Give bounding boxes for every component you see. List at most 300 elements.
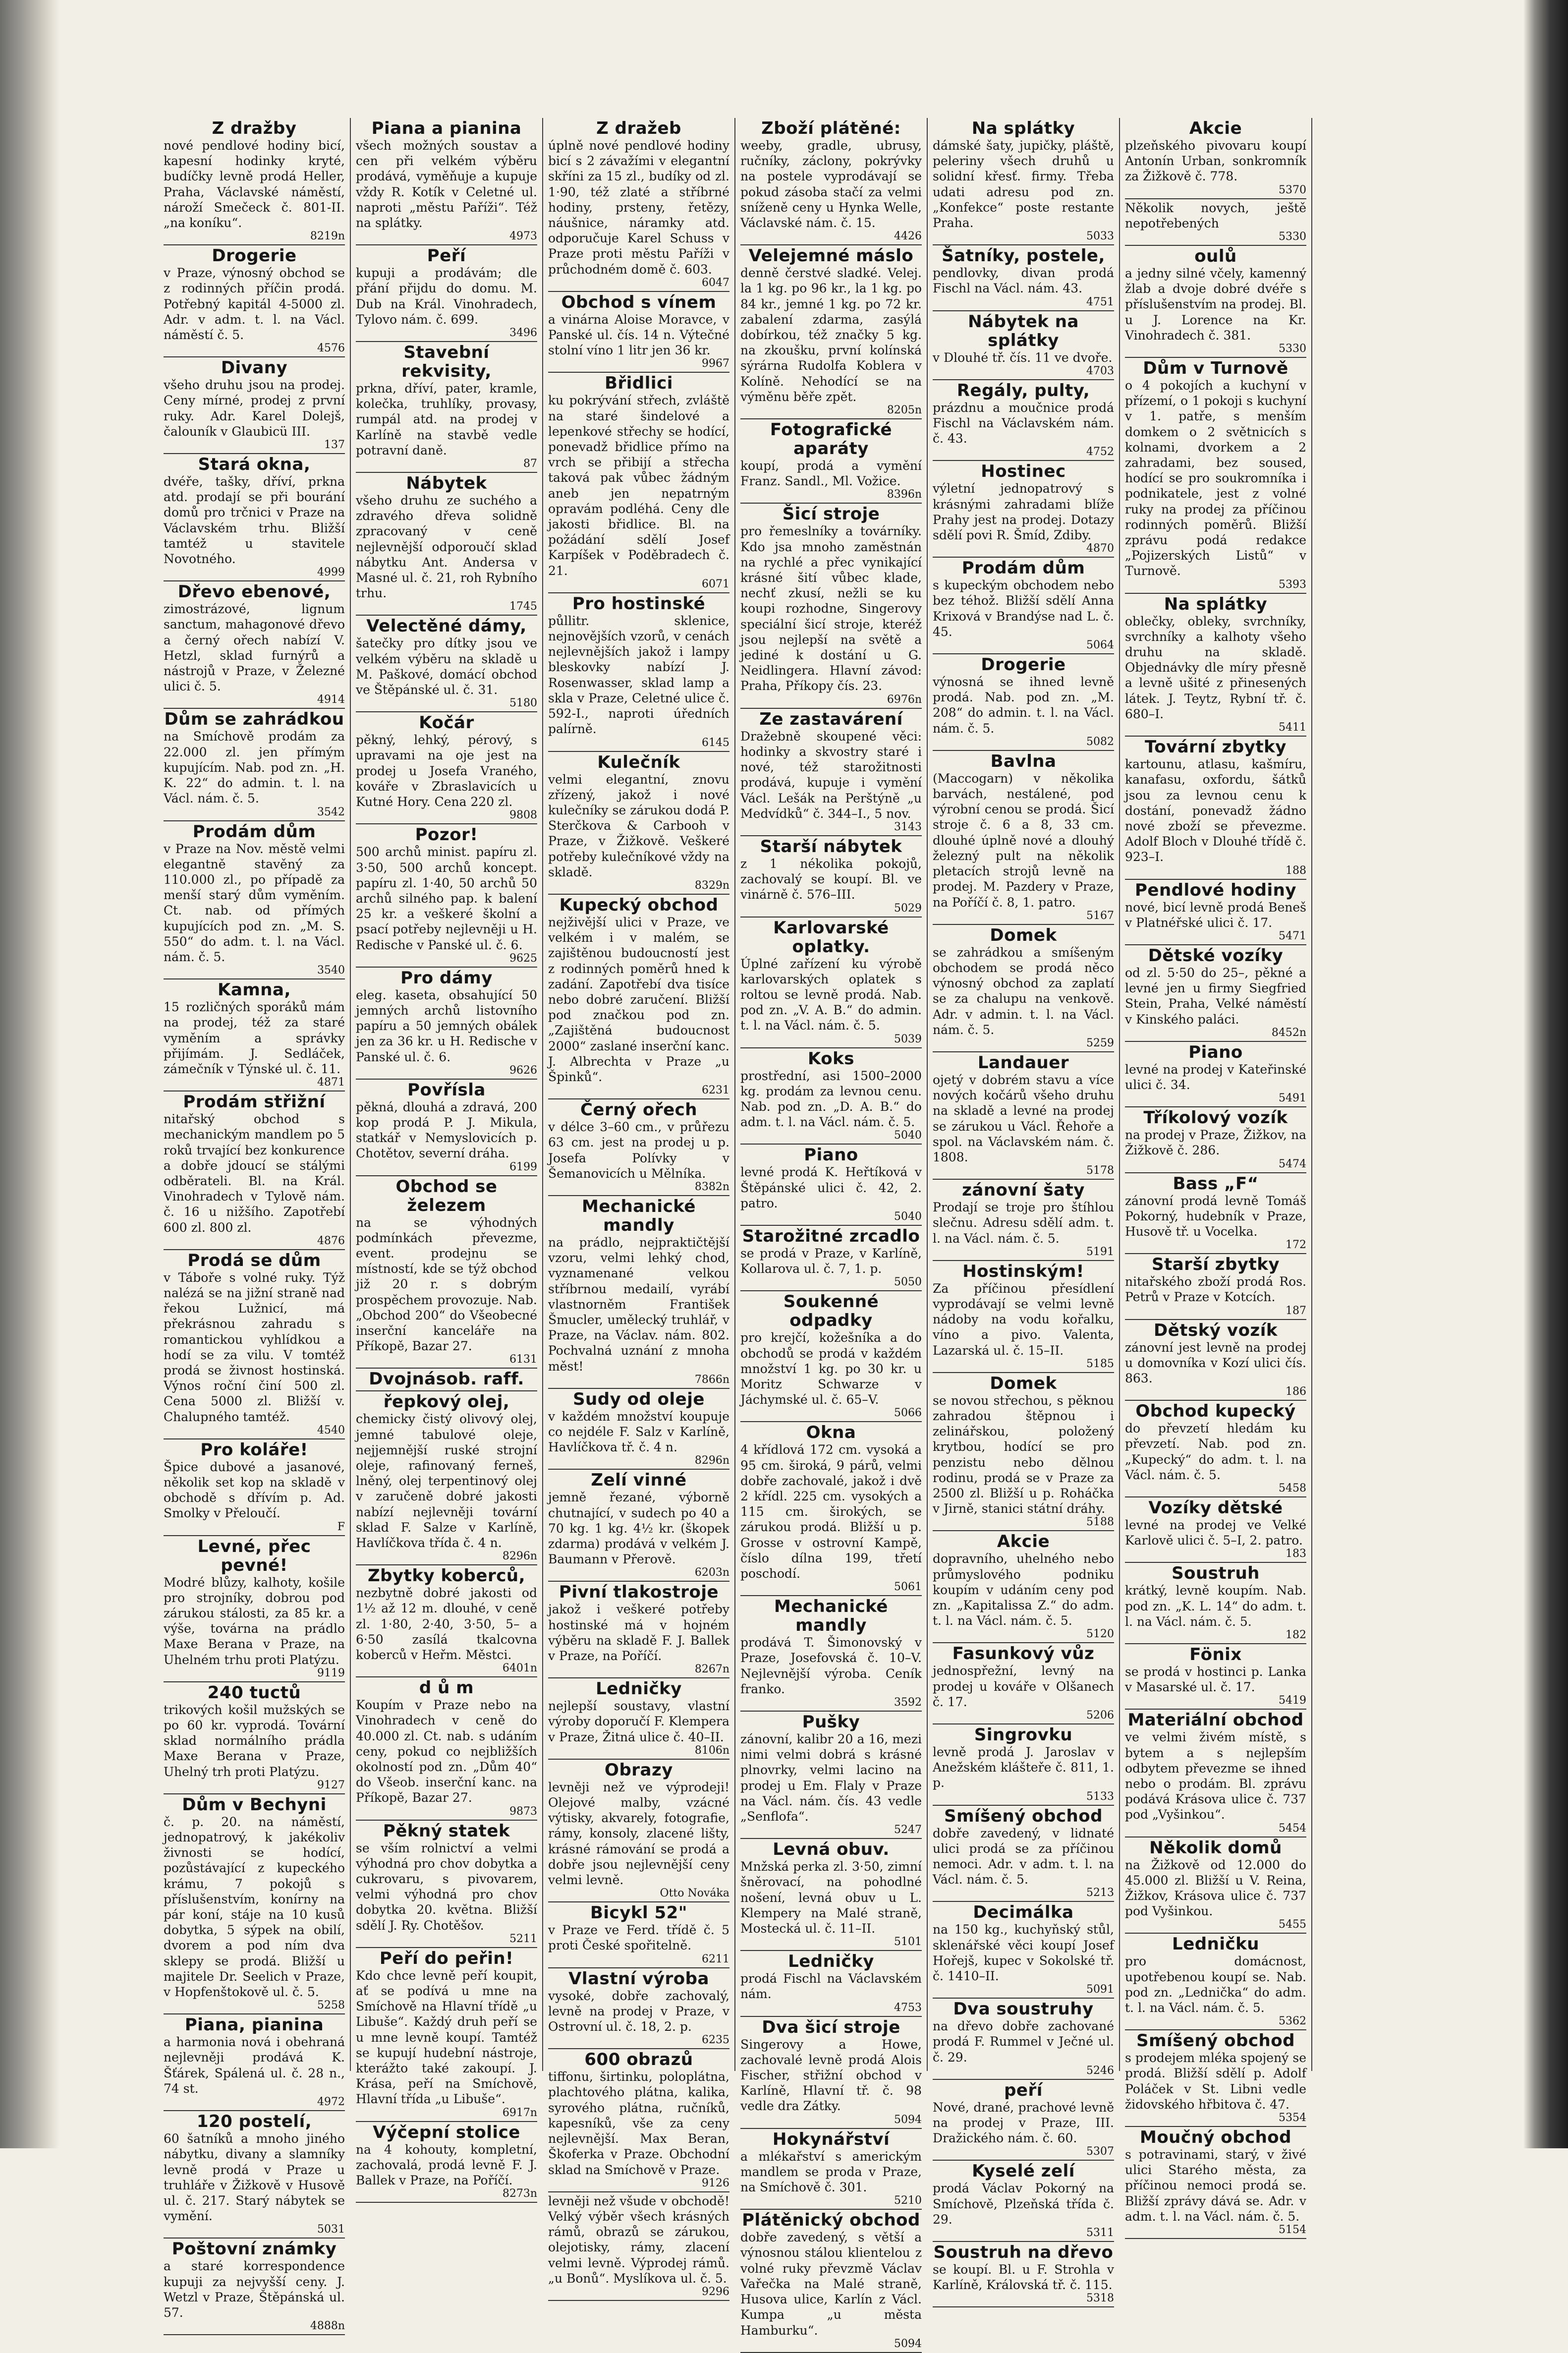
ad-body: v Praze, výnosný obchod se z rodinných příčin prodá. Potřebný kapitál 4-5000 zl. Adr. v adm. t. l. na Václ. náměstí č. 5. bbox=[164, 266, 345, 343]
ad-number: 9127 bbox=[317, 1779, 345, 1791]
ad-body: 60 šatníků a mnoho jiného nábytku, divany a slamníky levně prodá v Praze u truhláře v Žižkově v Husově ul. č. 217. Starý nábytek se vymění. bbox=[164, 2131, 345, 2224]
ad-body: všeho druhu jsou na prodej. Ceny mírné, prodej z první ruky. Adr. Karel Dolejš, čalouník v Glaubicü III. bbox=[164, 378, 345, 439]
classified-ad bbox=[740, 419, 922, 504]
ad-body: v Táboře s volné ruky. Týž nalézá se na jižní straně nad řekou Lužnicí, má překrásnou zahradu s romantickou vyhlídkou a hodí se za vilu. V tomtéž prodá se živnost hostinská. Výnos roční činí 500 zl. Cena 5000 zl. Bližší v. Chalupného tamtéž. bbox=[164, 1270, 345, 1424]
ad-number: 4426 bbox=[894, 230, 922, 243]
ad-heading: Šatníky, postele, bbox=[942, 246, 1105, 266]
classified-ad bbox=[933, 461, 1114, 558]
ad-number: 6047 bbox=[702, 276, 729, 289]
classified-ad bbox=[356, 2122, 537, 2203]
ad-heading: Fotografické aparáty bbox=[770, 420, 893, 459]
ad-heading: Drogerie bbox=[212, 246, 297, 266]
ad-number: 4914 bbox=[317, 693, 345, 706]
ad-number: 6131 bbox=[509, 1353, 537, 1366]
classified-ad bbox=[548, 1678, 729, 1760]
ad-heading: Pušky bbox=[802, 1712, 860, 1732]
classified-ad bbox=[164, 1439, 345, 1536]
ad-heading: Pro koláře! bbox=[200, 1439, 308, 1460]
ad-body: levněji než ve výprodeji! Olejové malby, vzácné výtisky, akvarely, fotografie, rámy, konsoly, zlacené lišty, krásné rámování se prodá a dobře jsou nejlevnější ceny velmi levně. bbox=[548, 1779, 729, 1888]
ad-number: 5471 bbox=[1279, 929, 1306, 942]
classified-ad bbox=[356, 1176, 537, 1369]
ad-body: chemicky čistý olivový olej, jemné tabulové oleje, nejjemnější ruské strojní oleje, rafinovaný ferneš, lněný, olej terpentinový olej v zaručeně dobré jakosti nabízí nejlevněji tovární sklad F. Salze v Karlíně, Havlíčkova třída č. 4 n. bbox=[356, 1412, 537, 1550]
ad-heading: 600 obrazů bbox=[584, 2050, 693, 2070]
ad-number: 5362 bbox=[1279, 2015, 1306, 2028]
classified-columns bbox=[159, 118, 1505, 2350]
ad-number: 5206 bbox=[1086, 1709, 1114, 1722]
classified-ad bbox=[548, 593, 729, 752]
ad-body: na Smíchově prodám za 22.000 zl. jen přímým kupujícím. Nab. pod zn. „H. K. 22“ do admin. t. l. na Václ. nám. č. 5. bbox=[164, 729, 345, 806]
classified-ad bbox=[740, 836, 922, 918]
classified-ad bbox=[1125, 1401, 1306, 1497]
classified-ad bbox=[356, 473, 537, 616]
ad-number: 8219n bbox=[310, 230, 345, 243]
classified-ad bbox=[548, 1099, 729, 1196]
ad-heading: Ze zastavárení bbox=[759, 709, 903, 729]
classified-ad bbox=[356, 616, 537, 712]
ad-number: 5029 bbox=[894, 902, 922, 915]
classified-ad bbox=[1125, 2127, 1306, 2239]
ad-body: výletní jednopatrový s krásnými zahradami blíže Prahy jest na prodej. Dotazy sdělí povi R. Šmíd, Zdiby. bbox=[933, 481, 1114, 543]
ad-number: 9625 bbox=[509, 952, 537, 965]
ad-body: Několik novych, ještě nepotřebených bbox=[1125, 200, 1306, 230]
classified-ad bbox=[933, 1643, 1114, 1724]
ad-body: v Praze na Nov. městě velmi elegantně stavěný za 110.000 zl., po případě za menší starý dům vyměním. Ct. nab. od přímých kupujících pod zn. „M. S. 550“ do adm. t. l. na Václ. nám. č. 5. bbox=[164, 841, 345, 964]
ad-body: v Praze ve Ferd. třídě č. 5 proti České spořitelně. bbox=[548, 1923, 729, 1953]
ad-body: trikových košil mužských se po 60 kr. vyprodá. Tovární sklad normálního prádla Maxe Berana v Praze, Uhelný trh proti Platýzu. bbox=[164, 1702, 345, 1779]
ad-heading: Zelí vinné bbox=[591, 1470, 687, 1491]
scan-shadow-right bbox=[1523, 0, 1568, 2148]
ad-heading: Dům se zahrádkou bbox=[164, 709, 344, 730]
ad-body: dobře zavedený, s větší a výnosnou stálou klientelou z volné ruky převzmě Václav Vařečka na Malé straně, Husova ulice, Karlín z Václ. Kumpa „u města Hamburku“. bbox=[740, 2230, 922, 2338]
ad-body: se koupí. Bl. u F. Strohla v Karlíně, Královská tř. č. 115. bbox=[933, 2262, 1114, 2293]
ad-heading: Vlastní výroba bbox=[568, 1968, 709, 1989]
ad-body: s prodejem mléka spojený se prodá. Bližší sdělí p. Adolf Poláček v St. Libni vedle židovského hřbitova č. 47. bbox=[1125, 2051, 1306, 2112]
classified-ad bbox=[740, 1048, 922, 1145]
classified-ad bbox=[1125, 358, 1306, 594]
ad-heading: Z dražby bbox=[212, 118, 297, 138]
ad-number: 4972 bbox=[317, 2096, 345, 2109]
ad-number: 5178 bbox=[1086, 1164, 1114, 1177]
ad-body: prodá Fischl na Václavském nám. bbox=[740, 1971, 922, 2002]
ad-heading: Na splátky bbox=[1164, 594, 1268, 614]
ad-number: 6976n bbox=[887, 693, 922, 706]
ad-number: 9873 bbox=[509, 1805, 537, 1818]
ad-body: všech možných soustav a cen při velkém výběru prodává, vyměňuje a kupuje vždy R. Kotík v Celetné ul. naproti „městu Paříži“. Též na splátky. bbox=[356, 138, 537, 230]
ad-body: na prádlo, nejpraktičtější vzoru, velmi lehký chod, vyznamenané velkou stříbrnou medailí, vyrábí vlastnorněm František Šmucler, umělecký truhlář, v Praze, na Václav. nám. 802. Pochvalná uznání z mnoha měst! bbox=[548, 1235, 729, 1374]
classified-ad bbox=[1125, 1173, 1306, 1255]
classified-ad bbox=[933, 1724, 1114, 1806]
classified-ad bbox=[356, 1677, 537, 1820]
ad-body: a staré korrespondence kupuji za nejvyšší ceny. J. Wetzl v Praze, Štěpánská ul. 57. bbox=[164, 2259, 345, 2320]
ad-body: levné na prodej ve Velké Karlově ulici č. 5–I, 2. patro. bbox=[1125, 1517, 1306, 1548]
ad-body: a mlékařství s americkým mandlem se proda v Praze, na Smíchově č. 301. bbox=[740, 2149, 922, 2195]
ad-heading: Obchod se železem bbox=[395, 1176, 498, 1215]
classified-ad bbox=[1125, 737, 1306, 879]
ad-number: 186 bbox=[1286, 1385, 1306, 1398]
classified-ad bbox=[933, 1806, 1114, 1902]
ad-heading: Pozor! bbox=[415, 825, 478, 845]
ad-heading: Moučný obchod bbox=[1139, 2127, 1291, 2148]
ad-number: 5454 bbox=[1279, 1822, 1306, 1835]
ad-number: 1745 bbox=[509, 600, 537, 613]
ad-body: v Dlouhé tř. čís. 11 ve dvoře. bbox=[933, 350, 1113, 365]
ad-body: nové, bicí levně prodá Beneš v Platnéřské ulici č. 17. bbox=[1125, 900, 1306, 930]
ad-heading: Obrazy bbox=[605, 1760, 673, 1780]
ad-body: nejlepší soustavy, vlastní výroby doporučí F. Klempera v Praze, Žitná ulice č. 40–II. bbox=[548, 1699, 729, 1744]
ad-number: 5474 bbox=[1279, 1157, 1306, 1170]
ad-number: 4540 bbox=[317, 1424, 345, 1436]
ad-body: dobře zavedený, v lidnaté ulici prodá se za příčinou nemoci. Adr. v adm. t. l. na Václ. nám. č. 5. bbox=[933, 1826, 1114, 1887]
classified-ad bbox=[164, 1091, 345, 1250]
classified-ad bbox=[164, 245, 345, 357]
ad-number: 6071 bbox=[702, 577, 729, 590]
classified-ad bbox=[740, 1712, 922, 1839]
ad-heading: Hostinec bbox=[981, 461, 1066, 482]
ad-number: 4876 bbox=[317, 1234, 345, 1247]
ad-heading: Bavlna bbox=[990, 751, 1057, 771]
classified-ad bbox=[164, 2238, 345, 2335]
ad-heading: Fönix bbox=[1189, 1645, 1242, 1664]
classified-ad bbox=[548, 118, 729, 292]
classified-ad bbox=[164, 1536, 345, 1682]
ad-number: 5154 bbox=[1279, 2224, 1306, 2237]
ad-heading: Zbytky koberců, bbox=[367, 1566, 525, 1586]
ad-body: tiffonu, širtinku, poloplátna, plachtového plátna, kalika, syrového plátna, ručníků, kapesníků, vše za ceny nejlevnější. Max Beran, Škoferka v Praze. Obchodní sklad na Smíchově v Praze. bbox=[548, 2069, 729, 2177]
classified-ad bbox=[1125, 594, 1306, 737]
ad-body: prostřední, asi 1500–2000 kg. prodám za levnou cenu. Nab. pod zn. „D. A. B.“ do adm. t. l. na Václ. nám. č. 5. bbox=[740, 1068, 922, 1130]
classified-ad bbox=[548, 1760, 729, 1902]
ad-number: 3540 bbox=[317, 964, 345, 977]
ad-body: na 4 kohouty, kompletní, zachovalá, prodá levně F. J. Ballek v Praze, na Poříčí. bbox=[356, 2142, 537, 2188]
ad-number: 6917n bbox=[502, 2106, 537, 2119]
ad-body: eleg. kaseta, obsahující 50 jemných archů listovního papíru a 50 jemných obálek jen za 36 kr. u H. Redische v Panské ul. č. 6. bbox=[356, 987, 537, 1064]
ad-body: se vším rolnictví a velmi výhodná pro chov dobytka a cukrovaru, s pivovarem, velmi výhodná pro chov dobytka 20. května. Bližší sdělí J. Ry. Chotěšov. bbox=[356, 1840, 537, 1933]
ad-body: pendlovky, divan prodá Fischl na Václ. nám. 43. bbox=[933, 266, 1114, 296]
ad-heading: Soustruh na dřevo bbox=[933, 2242, 1114, 2263]
ad-heading: Vozíky dětské bbox=[1148, 1497, 1283, 1518]
ad-body: Nové, drané, prachové levně na prodej v Praze, III. Dražického nám. č. 60. bbox=[933, 2100, 1114, 2146]
ad-number: 8106n bbox=[694, 1744, 729, 1757]
ad-heading: Bass „F“ bbox=[1173, 1173, 1259, 1194]
classified-ad bbox=[740, 1291, 922, 1422]
classified-ad bbox=[740, 709, 922, 836]
ad-body: (Maccogarn) v několika barvách, nestálené, pod výrobní cenou se prodá. Šicí stroje č. 6 a 8, 33 cm. dlouhé úplně nové a dlouhý železný pult na několik pletacích strojů levně na prodej. M. Pazdery v Praze, na Poříčí č. 8, 1. patro. bbox=[933, 771, 1114, 910]
ad-body: ku pokrývání střech, zvláště na staré šindelové a lepenkové střechy se hodící, ponevadž břidlice přímo na vrch se přibijí a střecha taková pak vůbec žádným aneb jen nepatrným opravám podléhá. Ceny dle jakosti břidlice. Bl. na požádání sdělí Josef Karpíšek v Poděbradech č. 21. bbox=[548, 393, 729, 578]
classified-ad bbox=[356, 1948, 537, 2122]
ad-body: zánovní prodá levně Tomáš Pokorný, hudebník v Praze, Husově tř. u Vocelka. bbox=[1125, 1193, 1306, 1239]
ad-heading: Nábytek na splátky bbox=[968, 311, 1079, 350]
ad-number: 5258 bbox=[317, 1999, 345, 2012]
ad-heading: Z dražeb bbox=[596, 118, 681, 138]
ad-heading: Smíšený obchod bbox=[1136, 2031, 1295, 2051]
ad-body: levné na prodej v Kateřinské ulici č. 34. bbox=[1125, 1062, 1306, 1092]
ad-heading: Starší zbytky bbox=[1152, 1255, 1280, 1275]
ad-number: 172 bbox=[1286, 1239, 1306, 1252]
ad-heading: Pro dámy bbox=[400, 968, 493, 988]
ad-body: Dražebně skoupené věci: hodinky a skvostry staré i nové, též starožitnosti prodává, kupuje i vymění Václ. Lešák na Perštýně „u Medvídků“ č. 344–I., 5 nov. bbox=[740, 729, 922, 821]
ad-number: 5393 bbox=[1279, 578, 1306, 591]
ad-heading: Výčepní stolice bbox=[373, 2122, 520, 2142]
ad-number: 8382n bbox=[694, 1180, 729, 1193]
ad-heading: Stavební rekvisity, bbox=[401, 343, 492, 382]
classified-ad bbox=[740, 1145, 922, 1226]
column-6 bbox=[1120, 118, 1312, 2237]
ad-heading: Břidlici bbox=[605, 373, 673, 394]
ad-number: 5419 bbox=[1279, 1694, 1306, 1707]
ad-body: nitařský obchod s mechanickým mandlem po 5 roků trvající bez konkurence a dobře jdoucí se stálými odběrateli. Bl. na Král. Vinohradech v Tylově nám. č. 16 u nižšího. Zapotřebí 600 zl. 800 zl. bbox=[164, 1112, 345, 1235]
ad-number: 6145 bbox=[702, 736, 729, 749]
classified-ad bbox=[356, 245, 537, 342]
ad-number: 188 bbox=[1286, 864, 1306, 877]
ad-heading: Mechanické mandly bbox=[582, 1196, 696, 1235]
ad-heading: řepkový olej, bbox=[383, 1392, 510, 1412]
ad-heading: Dětské vozíky bbox=[1148, 945, 1284, 966]
ad-body: na dřevo dobře zachované prodá F. Rummel v Ječné ul. č. 29. bbox=[933, 2019, 1114, 2065]
classified-ad bbox=[356, 1565, 537, 1677]
classified-ad bbox=[164, 118, 345, 245]
ad-heading: Šicí stroje bbox=[782, 504, 880, 524]
ad-number: 5210 bbox=[894, 2194, 922, 2207]
classified-ad bbox=[1125, 1934, 1306, 2030]
ad-body: Za příčinou přesídlení vyprodávají se velmi levně nádoby na vodu kořalku, víno a pivo. Valenta, Lazarská ul. č. 15–II. bbox=[933, 1281, 1114, 1358]
column-1 bbox=[159, 118, 351, 2333]
classified-ad bbox=[933, 1373, 1114, 1532]
ad-body: jakož i veškeré potřeby hostinské má v hojném výběru na skladě F. J. Ballek v Praze, na Poříčí. bbox=[548, 1602, 729, 1664]
ad-number: 5188 bbox=[1086, 1516, 1114, 1529]
ad-body: pro krejčí, kožešníka a do obchodů se prodá v každém množství 1 kg. po 30 kr. u Moritz Schwarze v Jáchymské ul. č. 65–V. bbox=[740, 1330, 922, 1407]
ad-number: 5307 bbox=[1086, 2145, 1114, 2158]
classified-ad bbox=[356, 1391, 537, 1565]
classified-ad bbox=[548, 752, 729, 895]
classified-ad bbox=[548, 373, 729, 593]
ad-number: 4870 bbox=[1086, 542, 1114, 555]
ad-number: 5259 bbox=[1086, 1036, 1114, 1049]
ad-heading: Pro hostinské bbox=[572, 593, 706, 614]
classified-ad bbox=[164, 2111, 345, 2238]
classified-ad bbox=[164, 454, 345, 581]
classified-ad bbox=[740, 245, 922, 419]
classified-ad bbox=[548, 1470, 729, 1582]
ad-heading: Mechanické mandly bbox=[774, 1597, 888, 1636]
classified-ad bbox=[164, 1250, 345, 1439]
ad-number: 6231 bbox=[702, 1084, 729, 1097]
ad-heading: Pivní tlakostroje bbox=[559, 1582, 719, 1603]
ad-number: 8452n bbox=[1271, 1026, 1306, 1039]
ad-body: Mnžská perka zl. 3·50, zimní šněrovací, na pohodlné nošení, levná obuv u L. Klempery na Malé straně, Mostecká ul. č. 11–II. bbox=[740, 1859, 922, 1936]
ad-number: 9296 bbox=[702, 2285, 729, 2298]
ad-body: se prodá v Praze, v Karlíně, Kollarova ul. č. 7, 1. p. bbox=[740, 1246, 922, 1276]
ad-heading: Fasunkový vůz bbox=[952, 1644, 1095, 1664]
classified-ad bbox=[740, 1596, 922, 1712]
classified-ad bbox=[1125, 1710, 1306, 1837]
ad-body: denně čerstvé sladké. Velej. la 1 kg. po 96 kr., la 1 kg. po 84 kr., jemné 1 kg. po 72 kr. zabalení zdarma, zasýlá dobírkou, též značky 5 kg. na zkoušku, první kolínská sýrárna Rudolfa Koblera v Kolíně. Nehodící se na výměnu běře zpět. bbox=[740, 266, 922, 404]
ad-number: 5039 bbox=[894, 1033, 922, 1045]
ad-heading: Ledničky bbox=[596, 1679, 682, 1699]
classified-ad bbox=[164, 581, 345, 709]
ad-heading: Kočár bbox=[419, 713, 474, 733]
classified-ad bbox=[356, 824, 537, 967]
ad-number: 5330 bbox=[1279, 230, 1306, 243]
ad-heading: Stará okna, bbox=[198, 455, 311, 475]
ad-number: 4888n bbox=[310, 2320, 345, 2333]
ad-body: na 150 kg., kuchyňský stůl, sklenářské věci koupí Josef Hořejš, kupec v Sokolské tř. č. 1410–II. bbox=[933, 1922, 1114, 1984]
ad-body: nové pendlové hodiny bicí, kapesní hodinky kryté, budíčky levně prodá Heller, Praha, Václavské náměstí, nároží Smečeck č. 801-II. „na koníku“. bbox=[164, 138, 345, 230]
classified-ad bbox=[164, 2014, 345, 2111]
ad-body: č. p. 20. na náměstí, jednopatrový, k jakékoliv živnosti se hodící, pozůstávající z kupeckého krámu, 7 pokojů s příslušenstvím, konírny na pár koní, stáje na 10 kusů dobytka, 5 sýpek na obilí, dvorem a pod ním dva sklepy se prodá. Bližší u majitele Dr. Seelich v Praze, v Hopfenštokově ul. č. 5. bbox=[164, 1814, 345, 2000]
classified-ad bbox=[933, 380, 1114, 461]
classified-ad bbox=[740, 1422, 922, 1596]
ad-number: 6235 bbox=[702, 2034, 729, 2047]
ad-heading: Velejemné máslo bbox=[748, 246, 914, 266]
ad-number: 4973 bbox=[509, 230, 537, 243]
ad-body: Singerovy a Howe, zachovalé levně prodá Alois Fischer, střižní obchod v Karlíně, Hlavní tř. č. 98 vedle dra Zátky. bbox=[740, 2037, 922, 2114]
ad-heading: Povřísla bbox=[407, 1080, 486, 1100]
ad-body: levněji než všude v obchodě! Velký výběr všech krásných rámů, obrazů se zárukou, olejotisky, rámy, zlacení velmi levně. Výprodej rámů. „u Bonů“. Myslíkova ul. č. 5. bbox=[548, 2193, 729, 2286]
classified-ad bbox=[933, 925, 1114, 1052]
ad-body: plzeňského pivovaru koupí Antonín Urban, sonkromník za Žižkově č. 778. bbox=[1125, 138, 1306, 184]
ad-number: 3542 bbox=[317, 805, 345, 818]
ad-body: kupuji a prodávám; dle přání přijdu do domu. M. Dub na Král. Vinohradech, Tylovo nám. č. 699. bbox=[356, 266, 537, 327]
ad-heading: Pěkný statek bbox=[383, 1821, 510, 1841]
column-5 bbox=[928, 118, 1120, 2305]
ad-body: 500 archů minist. papíru zl. 3·50, 500 archů koncept. papíru zl. 1·40, 50 archů 50 archů silného pap. k balení 25 kr. a veškeré školní a psací potřeby nejlevněji u H. Redische v Panské ul. č. 6. bbox=[356, 845, 537, 952]
ad-body: dámské šaty, jupičky, pláště, peleriny všech druhů u solidní křesť. firmy. Třeba udati adresu pod zn. „Konfekce“ poste restante Praha. bbox=[933, 138, 1114, 230]
ad-heading: Hostinským! bbox=[962, 1261, 1084, 1281]
ad-heading: Ledničku bbox=[1172, 1934, 1259, 1954]
ad-heading: Kamna, bbox=[218, 980, 291, 1000]
ad-heading: Materiální obchod bbox=[1127, 1710, 1304, 1730]
ad-body: 4 křídlová 172 cm. vysoká a 95 cm. široká, 9 párů, velmi dobře zachovalé, jakož i dvě 2 křídl. 225 cm. vysokých a 115 cm. širokých, se zárukou prodá. Bližší u p. Grosse v ostrovní Kampě, číslo dílna 199, třetí poschodí. bbox=[740, 1442, 922, 1581]
ad-number: 6199 bbox=[509, 1160, 537, 1173]
ad-number: 5455 bbox=[1279, 1918, 1306, 1931]
ad-body: s kupeckým obchodem nebo bez téhož. Bližší sdělí Anna Krixová v Brandýse nad L. č. 45. bbox=[933, 578, 1114, 639]
ad-body: nejživější ulici v Praze, ve velkém i v malém, se zajištěnou budoucností jest z rodinných poměrů hned k zadání. Zapotřebí dva tisíce nebo dobré zaručení. Bližší pod značkou pod zn. „Zajištěná budoucnost 2000“ zaslané inserční kanc. J. Albrechta v Praze „u Špinků“. bbox=[548, 915, 729, 1084]
ad-body: Kdo chce levně peří koupit, ať se podívá u mne na Smíchově na Hlavní třídě „u Libuše“. Každý druh peří se u mne levně koupí. Tamtéž se kupují hudební nástroje, kterážto také zakoupí. J. Krása, peří na Smíchově, Hlavní třída „u Libuše“. bbox=[356, 1968, 537, 2107]
ad-heading: Prodám dům bbox=[192, 821, 316, 842]
ad-body: kartounu, atlasu, kašmíru, kanafasu, oxfordu, šátků jsou za levnou cenu k dostání, ponevadž žádno nové zboží se převezme. Adolf Bloch v Dlouhé třídě č. 923–I. bbox=[1125, 757, 1306, 864]
ad-number: 5120 bbox=[1086, 1628, 1114, 1641]
classified-ad bbox=[1125, 199, 1306, 246]
ad-number: 5101 bbox=[894, 1936, 922, 1949]
ad-heading: Peří bbox=[427, 246, 466, 266]
ad-number: 9119 bbox=[317, 1666, 345, 1679]
ad-body: nezbytně dobré jakosti od 1½ až 12 m. dlouhé, v ceně zl. 1·80, 2·40, 3·50, 5– a 6·50 zasílá tkalcovna koberců v Heřm. Městci. bbox=[356, 1586, 537, 1663]
ad-heading: oulů bbox=[1194, 246, 1237, 267]
ad-body: 15 rozličných sporáků mám na prodej, též za staré vyměním a správky přijímám. J. Sedláček, zámečník v Týnské ul. č. 11. bbox=[164, 1000, 345, 1076]
ad-number: 5040 bbox=[894, 1129, 922, 1142]
ad-body: nitařského zboží prodá Ros. Petrů v Praze v Kotcích. bbox=[1125, 1274, 1306, 1305]
ad-body: na prodej v Praze, Žižkov, na Žižkově č. 286. bbox=[1125, 1128, 1306, 1158]
ad-heading: Dva šicí stroje bbox=[762, 2017, 900, 2037]
ad-body: a vinárna Aloise Moravce, v Panské ul. čís. 14 n. Výtečné stolní víno 1 litr jen 36 kr. bbox=[548, 312, 729, 358]
classified-ad bbox=[1125, 1107, 1306, 1173]
ad-body: oblečky, obleky, svrchníky, svrchníky a kalhoty všeho druhu na skladě. Objednávky dle míry přesně a levně ušité z přinesených látek. J. Teytz, Rybní tř. č. 680–I. bbox=[1125, 614, 1306, 721]
ad-number: 7866n bbox=[694, 1373, 729, 1386]
ad-body: pěkný, lehký, pérový, s upravami na oje jest na prodej u Josefa Vraného, kováře v Zbraslavicích u Kutné Hory. Cena 220 zl. bbox=[356, 733, 537, 809]
ad-number: 5370 bbox=[1279, 183, 1306, 196]
ad-number: 5167 bbox=[1086, 909, 1114, 922]
ad-number: 8296n bbox=[502, 1550, 537, 1563]
classified-ad bbox=[933, 654, 1114, 751]
ad-number: 5066 bbox=[894, 1407, 922, 1420]
ad-body: na se výhodných podmínkách převezme, event. prodejnu se místností, kde se týž obchod již 20 r. s dobrým prospěchem provozuje. Nab. „Obchod 200“ do Všeobecné inserční kanceláře na Příkopě, Bazar 27. bbox=[356, 1215, 537, 1354]
ad-body: se novou střechou, s pěknou zahradou štěpnou i zelinářskou, položený krytbou, hodící se pro penzistu nebo dělnou rodinu, prodá se v Praze za 2500 zl. Bližší u p. Roháčka v Jirně, stanici státní dráhy. bbox=[933, 1393, 1114, 1516]
ad-body: prodá Václav Pokorný na Smíchově, Plzeňská třída č. 29. bbox=[933, 2181, 1114, 2227]
classified-ad bbox=[1125, 246, 1306, 358]
ad-number: 5180 bbox=[509, 697, 537, 710]
classified-ad bbox=[933, 1261, 1114, 1373]
ad-heading: Pendlové hodiny bbox=[1134, 880, 1297, 900]
ad-heading: Koks bbox=[808, 1048, 854, 1069]
ad-body: se prodá v hostinci p. Lanka v Masarské ul. č. 17. bbox=[1125, 1664, 1306, 1695]
ad-heading: Bicykl 52" bbox=[590, 1903, 688, 1923]
ad-body: levné prodá K. Heřtíková v Štěpánské ulici č. 42, 2. patro. bbox=[740, 1165, 922, 1210]
ad-body: krátký, levně koupím. Nab. pod zn. „K. L. 14“ do adm. t. l. na Václ. nám. č. 5. bbox=[1125, 1583, 1306, 1629]
ad-body: Koupím v Praze nebo na Vinohradech v ceně do 40.000 zl. Ct. nab. s udáním ceny, pokud co nejbližších okolností pod zn. „Dům 40“ do Všeob. inserční kanc. na Příkopě, Bazar 27. bbox=[356, 1698, 537, 1805]
classified-ad bbox=[933, 2242, 1114, 2307]
classified-ad bbox=[933, 1999, 1114, 2080]
ad-body: z 1 nékolika pokojů, zachovalý se koupí. Bl. ve vinárně č. 576–III. bbox=[740, 856, 922, 902]
ad-number: 5091 bbox=[1086, 1983, 1114, 1996]
ad-heading: Prodám dům bbox=[961, 558, 1085, 578]
classified-ad bbox=[164, 821, 345, 980]
ad-body: a jedny silné včely, kamenný žlab a dvoje dobré dvéře s příslušenstvím na prodej. Bl. u J. Lorence na Kr. Vinohradech č. 381. bbox=[1125, 266, 1306, 343]
ad-number: 8296n bbox=[694, 1454, 729, 1467]
ad-heading: Velectěné dámy, bbox=[366, 616, 527, 636]
ad-body: zimostrázové, lignum sanctum, mahagonové dřevo a černý ořech nabízí V. Hetzl, sklad furnýrů a nástrojů v Praze, v Železné ulici č. 5. bbox=[164, 602, 345, 694]
ad-number: 4871 bbox=[317, 1076, 345, 1089]
ad-number: 5133 bbox=[1086, 1790, 1114, 1803]
ad-number: 5458 bbox=[1279, 1482, 1306, 1494]
classified-ad bbox=[164, 1794, 345, 2014]
ad-heading: Starší nábytek bbox=[760, 836, 902, 857]
classified-ad bbox=[164, 1682, 345, 1794]
ad-heading: d ů m bbox=[419, 1678, 474, 1698]
ad-body: weeby, gradle, ubrusy, ručníky, záclony, pokrývky na postele vyprodávají se pokud zásoba stačí za velmi sníženě ceny u Hynka Welle, Václavské nám. č. 15. bbox=[740, 138, 922, 230]
ad-number: 5094 bbox=[894, 2337, 922, 2350]
classified-ad bbox=[356, 118, 537, 245]
ad-number: 6401n bbox=[502, 1662, 537, 1675]
ad-body: půllitr. sklenice, nejnovějších vzorů, v cenách nejlevnějších jakož i lampy bleskovky nabízí J. Rosenwasser, sklad lamp a skla v Praze, Celetné ulice č. 592-I., naproti úředních palírně. bbox=[548, 613, 729, 737]
ad-heading: Dvojnásob. raff. bbox=[369, 1369, 524, 1389]
classified-ad bbox=[356, 1821, 537, 1948]
classified-ad bbox=[740, 1226, 922, 1291]
ad-heading: Starožitné zrcadlo bbox=[742, 1226, 920, 1246]
ad-heading: Soustruh bbox=[1172, 1563, 1260, 1584]
classified-ad bbox=[1125, 880, 1306, 945]
ad-heading: Landauer bbox=[977, 1052, 1069, 1073]
ad-body: Prodají se troje pro štíhlou slečnu. Adresu sdělí adm. t. l. na Václ. nám. č. 5. bbox=[933, 1200, 1114, 1246]
ad-heading: Domek bbox=[990, 1373, 1057, 1393]
ad-heading: peří bbox=[1004, 2080, 1043, 2100]
classified-ad bbox=[933, 245, 1114, 311]
ad-number: 5033 bbox=[1086, 230, 1114, 243]
ad-heading: Piana a pianina bbox=[371, 118, 522, 138]
ad-number: 9808 bbox=[509, 809, 537, 822]
ad-body: všeho druhu ze suchého a zdravého dřeva solidně zpracovaný v ceně nejlevnější odporoučí sklad nábytku Ant. Andersa v Masné ul. č. 21, roh Rybního trhu. bbox=[356, 493, 537, 601]
ad-number: Otto Nováka bbox=[660, 1887, 729, 1900]
ad-heading: zánovní šaty bbox=[962, 1180, 1085, 1201]
column-7 bbox=[1312, 118, 1505, 2071]
ad-number: 6203n bbox=[694, 1566, 729, 1579]
ad-number: 183 bbox=[1286, 1548, 1306, 1560]
classified-ad bbox=[933, 2080, 1114, 2161]
classified-ad bbox=[548, 1968, 729, 2050]
ad-heading: Smíšený obchod bbox=[944, 1806, 1103, 1826]
ad-number: 8273n bbox=[502, 2187, 537, 2200]
classified-ad bbox=[933, 118, 1114, 245]
classified-ad bbox=[164, 709, 345, 821]
